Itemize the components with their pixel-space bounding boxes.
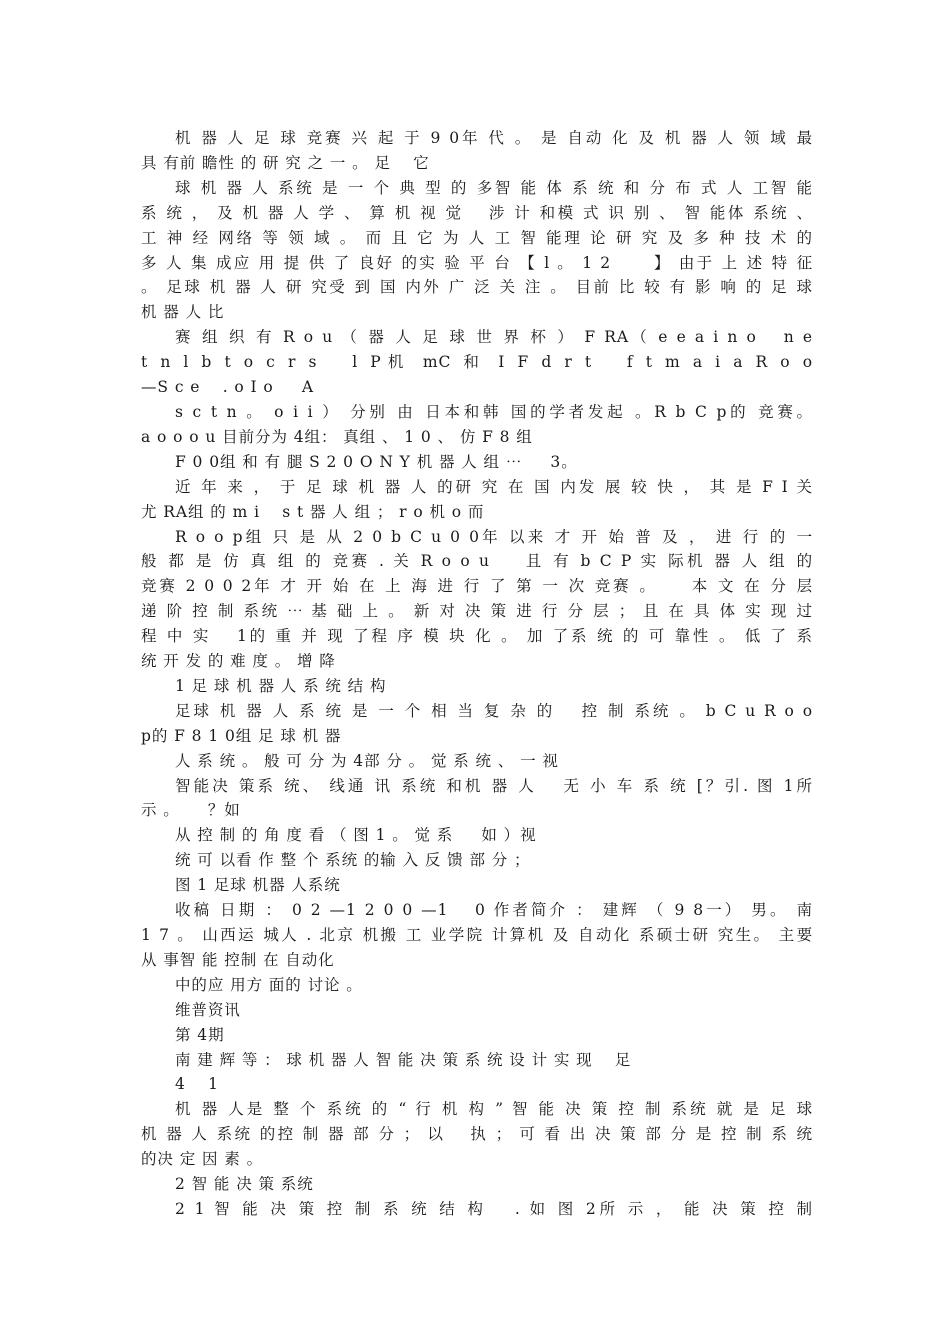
- text-line: 示 。 ？如: [141, 801, 241, 820]
- text-line: 系 统 ， 及 机 器 人 学 、 算 机 视 觉 涉 计 和模 式 识 别 、 智 能体 系统 、: [141, 203, 813, 222]
- text-line: 2 智 能 决 策 系统: [175, 1175, 314, 1194]
- text-line: 机 器 人 系统 的控 制 器 部 分 ； 以 执 ； 可 看 出 决 策 部 分 是 控 制 系 统: [141, 1125, 813, 1144]
- text-line: 从 事智 能 控制 在 自动化: [141, 950, 335, 969]
- text-line: 统 开 发 的 难 度 。 增 降: [141, 652, 336, 671]
- text-line: 1 7 。 山西运 城人 . 北京 机搬 工 业学院 计算机 及 自动化 系硕士研 究生。 主要: [141, 926, 813, 944]
- text-line: 递 阶 控 制 系统 ⋯ 基 础 上 。 新 对 决 策 进 行 分 层 ； 且 在 具 体 实 现 过: [141, 602, 813, 621]
- text-line: 程 中 实 1的 重 并 现 了程 序 模 块 化 。 加 了系 统 的 可 靠性 。 低 了 系: [141, 627, 813, 646]
- text-line: R o o p组 只 是 从 2 0 b C u 0 0年 以来 才 开 始 普 及 ， 进 行 的 一: [175, 527, 813, 546]
- text-line: 般 都 是 仿 真 组 的 竞赛 . 关 R o o u 且 有 b C P 实 际机 器 人 组 的: [141, 552, 813, 571]
- text-line: 具 有前 瞻性 的 研 究 之 一 。 足 它: [141, 153, 430, 172]
- text-line: 尤 RA组 的 m i s t 器 人 组 ； r o 机 o 而: [141, 502, 485, 521]
- text-line: 。 足球 机 器 人 研 究受 到 国 内外 广 泛 关 注 。 目前 比 较 有 影 响 的 足 球: [141, 278, 813, 297]
- text-line: 1 足 球 机 器 人 系 统 结 构: [175, 676, 387, 695]
- text-line: 从 控 制 的 角 度 看 （ 图 1 。 觉 系 如 ）视: [175, 826, 537, 845]
- text-line: t n l b t o c r s l P机 mC 和 I F d r t f t m a i a R o o: [141, 353, 813, 372]
- text-line: a o o o u 目前分为 4组： 真组 、 1 0 、 仿 F 8 组: [141, 427, 533, 446]
- text-line: 人 系 统 。 般 可 分 为 4部 分 。 觉 系 统 、 一 视: [175, 751, 559, 770]
- text-line: 赛 组 织 有 R o u （ 器 人 足 球 世 界 杯 ） F RA（ e e a i n o n e: [175, 328, 813, 347]
- text-line: 足球 机 器 人 系 统 是 一 个 相 当 复 杂 的 控 制 系统 。 b C u R o o: [175, 701, 813, 720]
- text-line: 2 1 智 能 决 策 控 制 系 统 结 构 . 如 图 2所 示 ， 能 决 策 控 制: [175, 1199, 813, 1218]
- text-line: 中的应 用方 面的 讨论 。: [175, 975, 363, 994]
- text-line: 智能决 策系 统、 线通 讯 系统 和机 器 人 无 小 车 系 统 [？引. 图 1所: [175, 776, 813, 795]
- text-line: 机 器 人是 整 个 系统 的 “ 行 机 构 ” 智 能 决 策 控 制 系统 就 是 足 球: [175, 1100, 813, 1119]
- text-line: 统 可 以看 作 整 个 系统 的输 入 反 馈 部 分 ；: [175, 851, 531, 870]
- text-line: 球 机 器 人 系统 是 一 个 典 型 的 多智 能 体 系 统 和 分 布 式 人 工智 能: [175, 178, 813, 197]
- text-line: 机 器 人 比: [141, 303, 225, 322]
- text-line: 南 建 辉 等 ： 球 机 器 人 智 能 决 策 系 统 设 计 实 现 足: [175, 1050, 632, 1069]
- text-line: 收稿 日期 ： 0 2 —1 2 0 0 —1 0 作者简介 ： 建辉 （ 9 8一） 男。 南: [175, 901, 813, 920]
- text-line: F 0 0组 和 有 腿 S 2 0 O N Y 机 器 人 组 ⋯ 3。: [175, 452, 578, 471]
- text-line: 第 4期: [175, 1025, 225, 1044]
- text-line: 多 人 集 成应 用 提 供 了 良好 的实 验 平 台 【 l 。 1 2 】 由于 上 述 特 征: [141, 253, 813, 272]
- text-line: 机 器 人 足 球 竞赛 兴 起 于 9 0年 代 。 是 自动 化 及 机 器 人 领 域 最: [175, 129, 813, 147]
- text-line: 图 1 足球 机器 人系统: [175, 876, 341, 895]
- text-line: 的决 定 因 素 。: [141, 1150, 264, 1169]
- text-line: p的 F 8 1 0组 足 球 机 器: [141, 726, 342, 745]
- text-line: 维普资讯: [175, 1000, 241, 1019]
- text-line: —S c e . o I o A: [141, 378, 314, 397]
- text-line: 竞赛 2 0 0 2年 才 开 始 在 上 海 进 行 了 第 一 次 竞赛 。 本 文 在 分 层: [141, 577, 813, 596]
- text-line: 4 1: [175, 1075, 219, 1094]
- text-line: 工 神 经 网络 等 领 域 。 而 且 它 为 人 工 智 能理 论 研 究 及 多 种 技 术 的: [141, 228, 813, 247]
- text-line: s c t n 。 o i i ） 分别 由 日本和韩 国的学者发起 。R b C p的 竞赛。: [175, 402, 813, 421]
- text-line: 近 年 来 ， 于 足 球 机 器 人 的研 究 在 国 内发 展 较 快 ， 其 是 F I 关: [175, 477, 813, 496]
- document-body: [141, 126, 813, 1222]
